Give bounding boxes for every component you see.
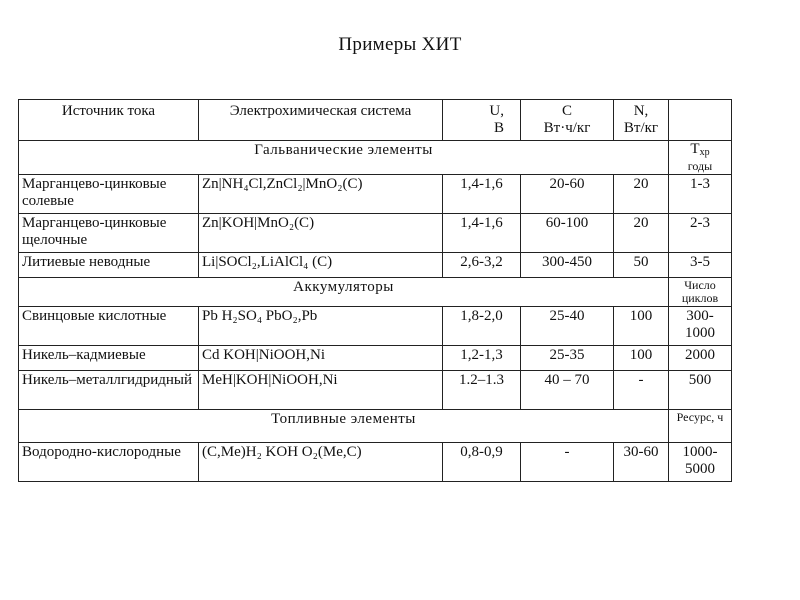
cell-power: 30-60 — [614, 443, 669, 482]
cell-system: Zn|KOH|MnO₂(C) — [199, 214, 443, 253]
cell-capacity: 300-450 — [521, 253, 614, 278]
cell-system: MeH|KOH|NiOOH,Ni — [199, 371, 443, 410]
cell-capacity: 25-40 — [521, 307, 614, 346]
section-title-fuel: Топливные элементы — [19, 410, 669, 443]
cell-capacity: 20-60 — [521, 175, 614, 214]
cell-capacity: 25-35 — [521, 346, 614, 371]
cell-extra: 1000-5000 — [669, 443, 732, 482]
header-capacity — [521, 100, 614, 141]
table-row — [19, 371, 732, 410]
header-system: Электрохимическая система — [199, 100, 443, 141]
cell-voltage: 1,4-1,6 — [443, 175, 521, 214]
header-power-label: N, — [633, 103, 649, 119]
cell-voltage: 1,4-1,6 — [443, 214, 521, 253]
hit-examples-table — [18, 99, 732, 482]
page-title: Примеры ХИТ — [338, 34, 462, 55]
cell-source: Марганцево-цинковые щелочные — [19, 214, 199, 253]
header-capacity-label: C — [561, 103, 572, 119]
cell-extra: 2-3 — [669, 214, 732, 253]
cell-extra: 3-5 — [669, 253, 732, 278]
table-row — [19, 346, 732, 371]
cell-source: Литиевые неводные — [19, 253, 199, 278]
cell-power: 20 — [614, 175, 669, 214]
cell-source: Водородно-кислородные — [19, 443, 199, 482]
section-row-fuel — [19, 410, 732, 443]
header-capacity-unit: Вт·ч/кг — [543, 120, 591, 136]
table-row — [19, 175, 732, 214]
cell-voltage: 1,8-2,0 — [443, 307, 521, 346]
cell-extra: 2000 — [669, 346, 732, 371]
cell-extra: 1-3 — [669, 175, 732, 214]
cell-voltage: 1.2–1.3 — [443, 371, 521, 410]
section-extra-galvanic — [669, 141, 732, 175]
table-row — [19, 307, 732, 346]
section-extra-fuel: Ресурс, ч — [669, 410, 732, 443]
cell-voltage: 1,2-1,3 — [443, 346, 521, 371]
cell-capacity: - — [521, 443, 614, 482]
section-extra-accumulators: Число циклов — [669, 278, 732, 307]
section-row-galvanic — [19, 141, 732, 175]
cell-system: Cd KOH|NiOOH,Ni — [199, 346, 443, 371]
cell-capacity: 40 – 70 — [521, 371, 614, 410]
section-title-accumulators: Аккумуляторы — [19, 278, 669, 307]
cell-system: Li|SOCl₂,LiAlCl₄ (C) — [199, 253, 443, 278]
cell-capacity: 60-100 — [521, 214, 614, 253]
cell-extra: 300-1000 — [669, 307, 732, 346]
cell-system: Zn|NH₄Cl,ZnCl₂|MnO₂(C) — [199, 175, 443, 214]
header-voltage — [443, 100, 521, 141]
header-power — [614, 100, 669, 141]
cell-source: Никель–кадмиевые — [19, 346, 199, 371]
cell-source: Марганцево-цинковые солевые — [19, 175, 199, 214]
cell-source: Свинцовые кислотные — [19, 307, 199, 346]
cell-source: Никель–металлгидридный — [19, 371, 199, 410]
cell-power: 50 — [614, 253, 669, 278]
section-title-galvanic: Гальванические элементы — [19, 141, 669, 175]
storage-time-label: $T_{хр}$ — [690, 141, 710, 158]
table-header-row — [19, 100, 732, 141]
cell-system: Pb H₂SO₄ PbO₂,Pb — [199, 307, 443, 346]
header-extra — [669, 100, 732, 141]
header-voltage-unit: В — [493, 120, 504, 136]
table-row — [19, 443, 732, 482]
cell-system: (C,Me)H₂ KOH O₂(Me,C) — [199, 443, 443, 482]
table-row — [19, 253, 732, 278]
cell-voltage: 2,6-3,2 — [443, 253, 521, 278]
header-voltage-label: U, — [489, 103, 504, 119]
cell-power: 20 — [614, 214, 669, 253]
storage-time-unit: годы — [687, 159, 713, 173]
table-row — [19, 214, 732, 253]
section-row-accumulators — [19, 278, 732, 307]
cell-power: - — [614, 371, 669, 410]
cell-voltage: 0,8-0,9 — [443, 443, 521, 482]
cell-power: 100 — [614, 346, 669, 371]
cell-extra: 500 — [669, 371, 732, 410]
cell-power: 100 — [614, 307, 669, 346]
header-source: Источник тока — [19, 100, 199, 141]
header-power-unit: Вт/кг — [623, 120, 659, 136]
